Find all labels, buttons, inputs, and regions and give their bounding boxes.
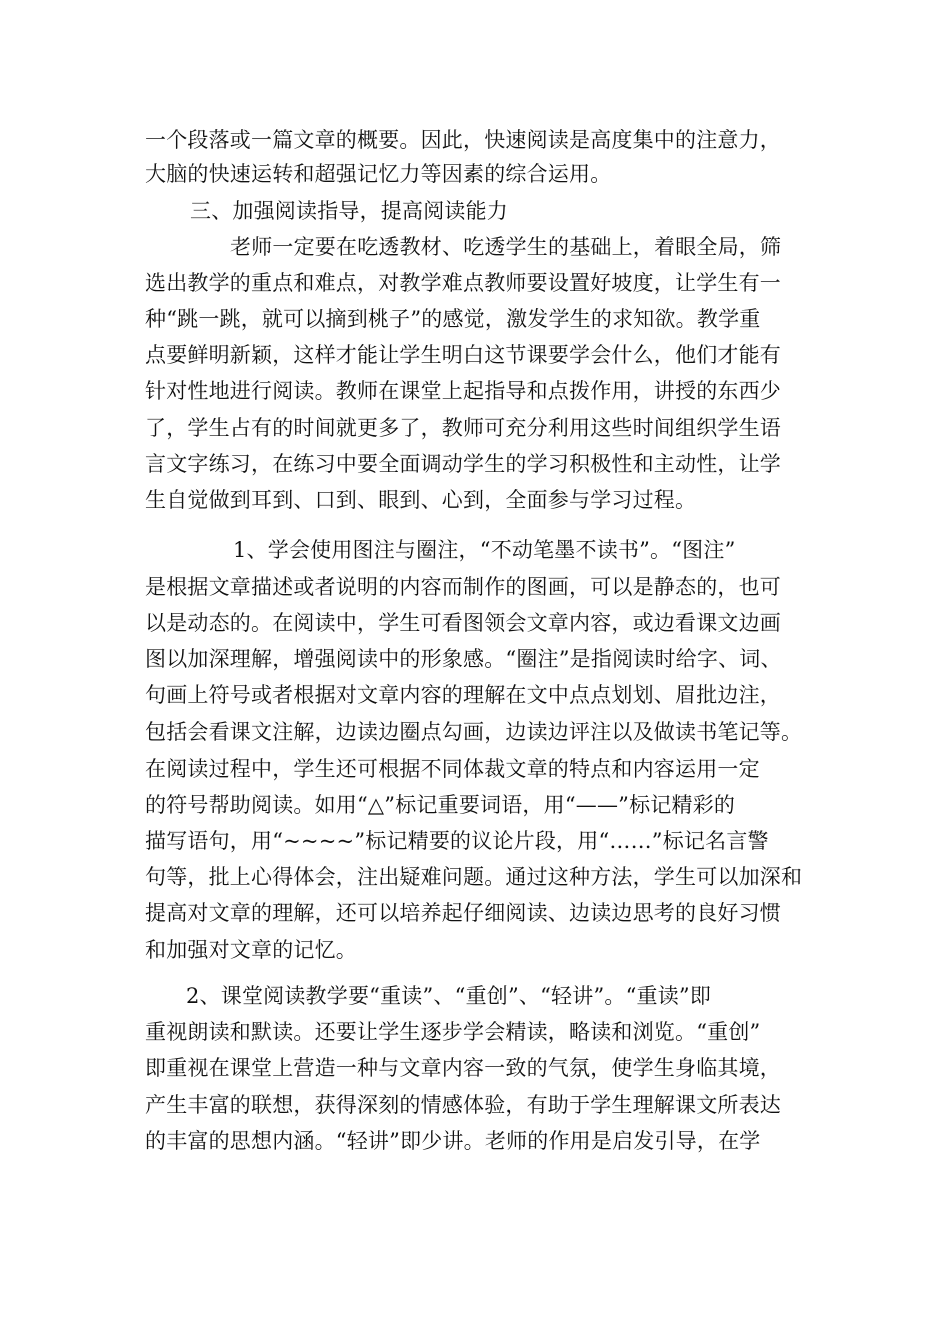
text-line: 和加强对文章的记忆。 — [145, 938, 357, 962]
section-heading: 三、加强阅读指导，提高阅读能力 — [190, 199, 508, 223]
text-line: 大脑的快速运转和超强记忆力等因素的综合运用。 — [145, 162, 612, 186]
text-line: 的符号帮助阅读。如用“△”标记重要词语，用“——”标记精彩的 — [145, 793, 736, 817]
text-line: 图以加深理解，增强阅读中的形象感。“圈注”是指阅读时给字、词、 — [145, 647, 782, 671]
text-line: 以是动态的。在阅读中，学生可看图领会文章内容，或边看课文边画 — [145, 611, 781, 635]
text-line: 生自觉做到耳到、口到、眼到、心到，全面参与学习过程。 — [145, 488, 697, 512]
text-line: 包括会看课文注解，边读边圈点勾画，边读边评注以及做读书笔记等。 — [145, 720, 803, 744]
text-line: 言文字练习，在练习中要全面调动学生的学习积极性和主动性，让学 — [145, 452, 781, 476]
text-line: 老师一定要在吃透教材、吃透学生的基础上，着眼全局，筛 — [230, 235, 782, 259]
text-line: 即重视在课堂上营造一种与文章内容一致的气氛，使学生身临其境， — [145, 1056, 781, 1080]
text-line: 2、课堂阅读教学要“重读”、“重创”、“轻讲”。“重读”即 — [186, 984, 712, 1008]
text-line: 了，学生占有的时间就更多了，教师可充分利用这些时间组织学生语 — [145, 416, 781, 440]
text-line: 提高对文章的理解，还可以培养起仔细阅读、边读边思考的良好习惯 — [145, 901, 781, 925]
text-line: 是根据文章描述或者说明的内容而制作的图画，可以是静态的，也可 — [145, 575, 781, 599]
text-line: 句画上符号或者根据对文章内容的理解在文中点点划划、眉批边注， — [145, 683, 781, 707]
text-line: 句等，批上心得体会，注出疑难问题。通过这种方法，学生可以加深和 — [145, 865, 803, 889]
text-line: 一个段落或一篇文章的概要。因此，快速阅读是高度集中的注意力， — [145, 128, 781, 152]
text-line: 描写语句，用“~~~~”标记精要的议论片段，用“……”标记名言警 — [145, 829, 769, 853]
text-line: 重视朗读和默读。还要让学生逐步学会精读，略读和浏览。“重创” — [145, 1020, 761, 1044]
text-line: 在阅读过程中，学生还可根据不同体裁文章的特点和内容运用一定 — [145, 757, 760, 781]
text-line: 的丰富的思想内涵。“轻讲”即少讲。老师的作用是启发引导，在学 — [145, 1129, 761, 1153]
text-line: 选出教学的重点和难点，对教学难点教师要设置好坡度，让学生有一 — [145, 271, 781, 295]
text-line: 针对性地进行阅读。教师在课堂上起指导和点拨作用，讲授的东西少 — [145, 379, 781, 403]
text-line: 产生丰富的联想，获得深刻的情感体验，有助于学生理解课文所表达 — [145, 1093, 781, 1117]
text-line: 种“跳一跳，就可以摘到桃子”的感觉，激发学生的求知欲。教学重 — [145, 307, 761, 331]
text-line: 点要鲜明新颖，这样才能让学生明白这节课要学会什么，他们才能有 — [145, 343, 781, 367]
text-line: 1、学会使用图注与圈注，“不动笔墨不读书”。“图注” — [233, 538, 736, 562]
